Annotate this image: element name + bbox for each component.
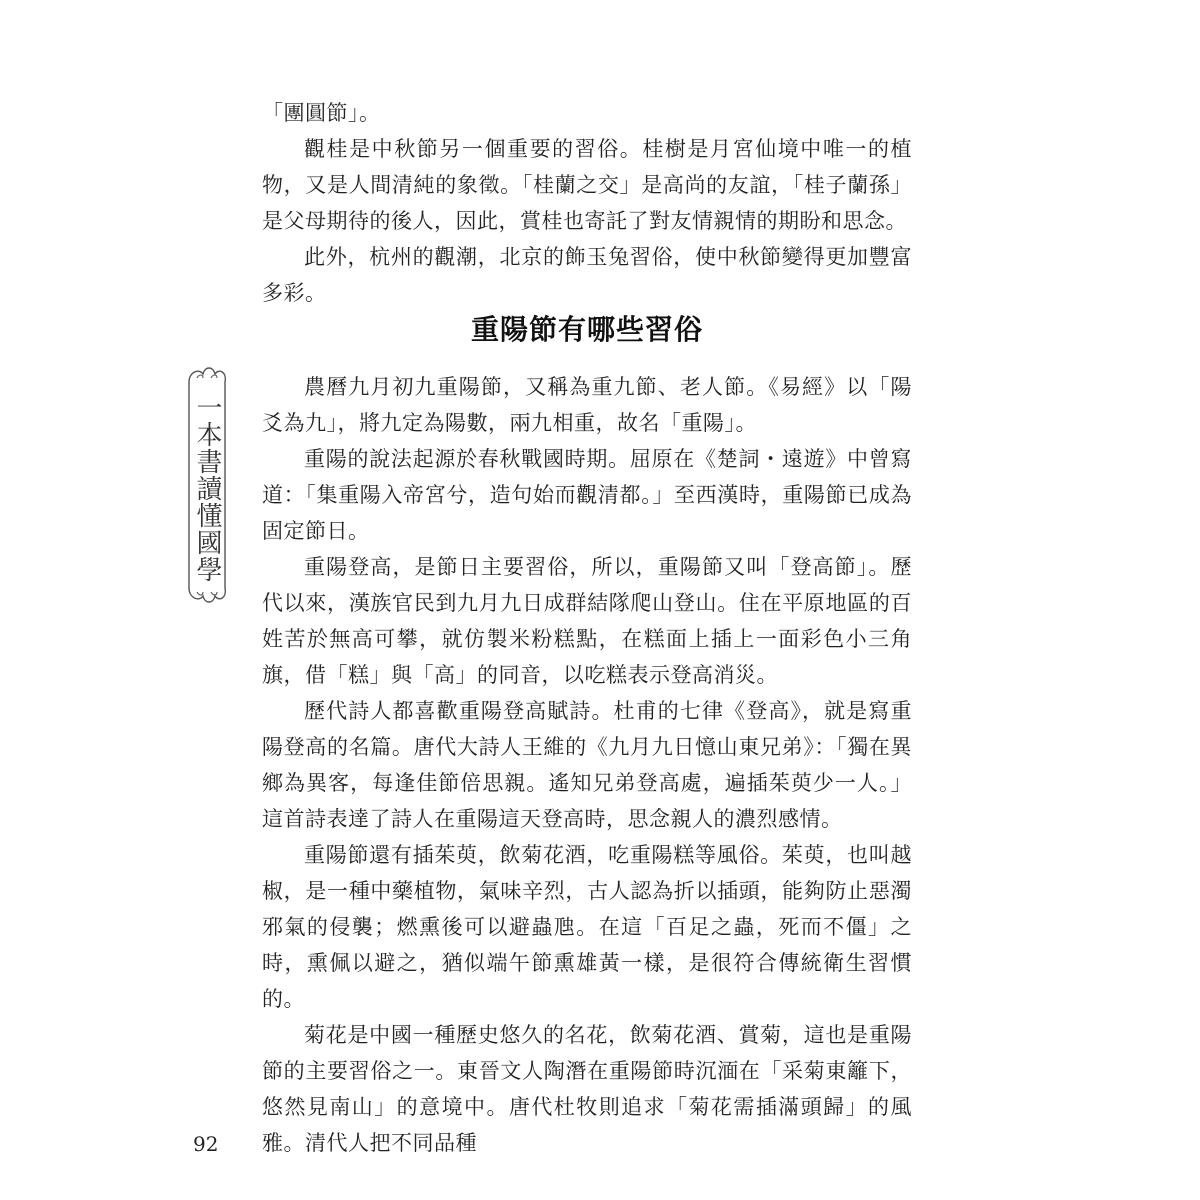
paragraph: 重陽的說法起源於春秋戰國時期。屈原在《楚詞・遠遊》中曾寫道：「集重陽入帝宮兮，造句始而觀清都。」至西漢時，重陽節已成為固定節日。 [262, 447, 912, 543]
paragraph: 菊花是中國一種歷史悠久的名花，飲菊花酒、賞菊，這也是重陽節的主要習俗之一。東晉文人陶潛在重陽節時沉湎在「采菊東籬下，悠然見南山」的意境中。唐代杜牧則追求「菊花需插滿頭歸」的風雅。清代人把不同品種 [262, 1023, 912, 1155]
paragraph: 觀桂是中秋節另一個重要的習俗。桂樹是月宮仙境中唯一的植物，又是人間清純的象徵。「桂蘭之交」是高尚的友誼，「桂子蘭孫」是父母期待的後人，因此，賞桂也寄託了對友情親情的期盼和思念。 [262, 137, 912, 233]
page-number: 92 [193, 1132, 219, 1156]
paragraph: 重陽登高，是節日主要習俗，所以，重陽節又叫「登高節」。歷代以來，漢族官民到九月九日成群結隊爬山登山。住在平原地區的百姓苦於無高可攀，就仿製米粉糕點，在糕面上插上一面彩色小三角旗，借「糕」與「高」的同音，以吃糕表示登高消災。 [262, 555, 912, 687]
paragraph: 「團圓節」。 [262, 101, 381, 125]
main-text-block [262, 369, 912, 1161]
paragraph: 此外，杭州的觀潮，北京的飾玉兔習俗，使中秋節變得更加豐富多彩。 [262, 245, 912, 305]
paragraph: 農曆九月初九重陽節，又稱為重九節、老人節。《易經》以「陽爻為九」，將九定為陽數，兩九相重，故名「重陽」。 [262, 375, 912, 435]
paragraph: 重陽節還有插茱萸，飲菊花酒，吃重陽糕等風俗。茱萸，也叫越椒，是一種中藥植物，氣味辛烈，古人認為折以插頭，能夠防止惡濁邪氣的侵襲；燃熏後可以避蟲虺。在這「百足之蟲，死而不僵」之時，熏佩以避之，猶似端午節熏雄黃一樣，是很符合傳統衛生習慣的。 [262, 843, 912, 1011]
top-text-block [262, 95, 912, 311]
paragraph: 歷代詩人都喜歡重陽登高賦詩。杜甫的七律《登高》，就是寫重陽登高的名篇。唐代大詩人王維的《九月九日憶山東兄弟》：「獨在異鄉為異客，每逢佳節倍思親。遙知兄弟登高處，遍插茱萸少一人。」這首詩表達了詩人在重陽這天登高時，思念親人的濃烈感情。 [262, 699, 912, 831]
section-title: 重陽節有哪些習俗 [470, 313, 703, 346]
side-tab [183, 360, 231, 610]
side-tab-label: 一本書讀懂國學 [192, 394, 222, 583]
